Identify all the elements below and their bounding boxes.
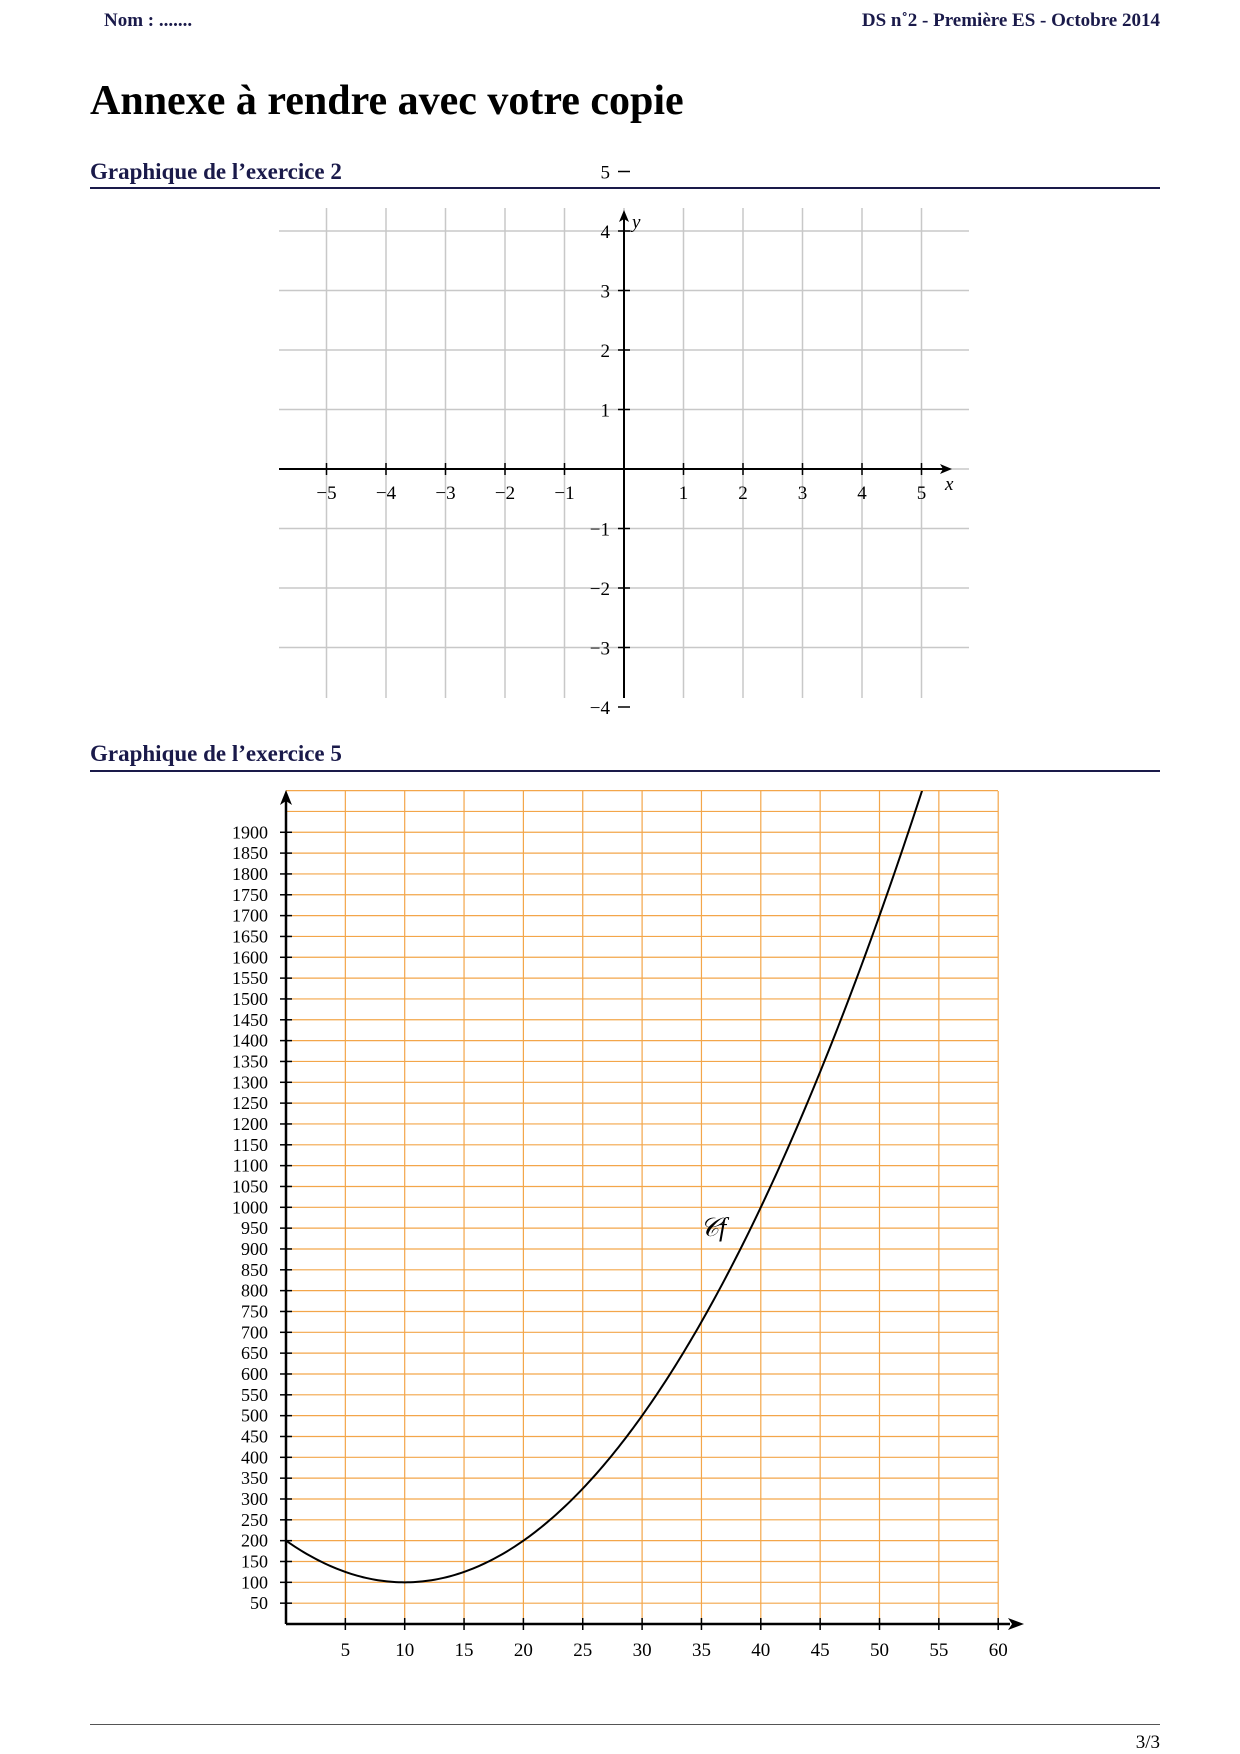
x-tick-label: 4 xyxy=(857,483,867,504)
y-tick-label: −3 xyxy=(589,638,610,660)
y-tick-label: 600 xyxy=(241,1363,268,1384)
y-tick-label: 1250 xyxy=(232,1093,268,1114)
y-tick-label: 550 xyxy=(241,1384,268,1405)
x-tick-label: −4 xyxy=(375,483,397,504)
y-tick-label: 1350 xyxy=(232,1051,268,1072)
y-tick-label: 1450 xyxy=(232,1009,268,1030)
y-tick-label: 250 xyxy=(241,1509,268,1530)
x-tick-label: 1 xyxy=(678,483,689,504)
y-tick-label: 1750 xyxy=(232,884,268,905)
x-tick-label: 35 xyxy=(691,1640,711,1661)
y-tick-label: 1500 xyxy=(232,988,268,1009)
y-tick-label: 750 xyxy=(241,1301,268,1322)
x-tick-label: 5 xyxy=(916,483,927,504)
y-tick-label: 1550 xyxy=(232,968,268,989)
y-tick-label: 1600 xyxy=(232,947,268,968)
y-tick-label: 1200 xyxy=(232,1113,268,1134)
y-tick-label: 1650 xyxy=(232,926,268,947)
y-tick-label: 350 xyxy=(241,1468,268,1489)
y-tick-label: 1100 xyxy=(232,1155,268,1176)
y-tick-label: 400 xyxy=(241,1447,268,1468)
x-tick-label: 30 xyxy=(632,1640,652,1661)
x-tick-label: −5 xyxy=(316,483,337,504)
y-tick-label: 1400 xyxy=(232,1030,268,1051)
x-tick-label: 25 xyxy=(573,1640,593,1661)
curve-cf xyxy=(286,776,927,1583)
x-axis-label: x xyxy=(945,474,954,495)
curve-label: 𝒞f xyxy=(700,1213,727,1242)
y-tick-label: 500 xyxy=(241,1405,268,1426)
y-tick-label: 50 xyxy=(250,1593,268,1614)
x-tick-label: −2 xyxy=(494,483,516,504)
y-tick-label: 150 xyxy=(241,1551,268,1572)
x-tick-label: 10 xyxy=(395,1640,415,1661)
y-tick-label: 650 xyxy=(241,1343,268,1364)
y-tick-label: 700 xyxy=(241,1322,268,1343)
chart-exercise-5 xyxy=(0,760,1240,1660)
y-tick-label: −2 xyxy=(589,579,610,600)
y-tick-label: 1300 xyxy=(232,1072,268,1093)
page-number: 3/3 xyxy=(1135,1732,1160,1753)
y-tick-label: 950 xyxy=(241,1218,268,1239)
x-tick-label: 20 xyxy=(513,1640,533,1661)
x-tick-label: 3 xyxy=(797,483,808,504)
grid-lines xyxy=(286,791,998,1624)
x-tick-label: 2 xyxy=(738,483,748,504)
y-tick-label: 1800 xyxy=(232,863,268,884)
x-tick-label: 15 xyxy=(454,1640,474,1661)
y-tick-label: 300 xyxy=(241,1488,268,1509)
y-tick-label: 1 xyxy=(600,400,610,422)
y-tick-label: 1900 xyxy=(232,822,268,843)
y-tick-label: −1 xyxy=(589,519,610,541)
x-axis-arrow xyxy=(1008,1618,1024,1630)
y-tick-label: 1850 xyxy=(232,843,268,864)
chart-exercise-2 xyxy=(0,0,1240,720)
y-tick-label: 3 xyxy=(600,281,610,303)
y-tick-label: 4 xyxy=(600,222,610,243)
y-axis-label: y xyxy=(632,212,641,233)
x-tick-label: −3 xyxy=(435,483,456,504)
x-tick-label: 60 xyxy=(988,1640,1008,1661)
y-tick-label: 1150 xyxy=(232,1134,268,1155)
y-tick-label: 200 xyxy=(241,1530,268,1551)
x-tick-label: 55 xyxy=(929,1640,949,1661)
y-tick-label: 5 xyxy=(600,162,610,184)
y-tick-label: −4 xyxy=(589,698,610,719)
section-title-exercise-5: Graphique de l’exercice 5 xyxy=(90,741,342,766)
page-title: Annexe à rendre avec votre copie xyxy=(90,78,684,124)
header-name-field: Nom : ....... xyxy=(104,10,193,31)
y-tick-label: 2 xyxy=(600,341,610,362)
y-tick-label: 800 xyxy=(241,1280,268,1301)
y-tick-label: 1700 xyxy=(232,905,268,926)
x-tick-label: 45 xyxy=(810,1640,830,1661)
y-tick-label: 900 xyxy=(241,1238,268,1259)
footer-rule xyxy=(90,1724,1160,1725)
y-tick-label: 1000 xyxy=(232,1197,268,1218)
y-tick-label: 1050 xyxy=(232,1176,268,1197)
y-tick-label: 100 xyxy=(241,1572,268,1593)
x-tick-label: −1 xyxy=(554,483,575,504)
x-tick-label: 50 xyxy=(870,1640,889,1661)
y-tick-label: 850 xyxy=(241,1259,268,1280)
x-tick-label: 40 xyxy=(751,1640,771,1661)
y-tick-label: 450 xyxy=(241,1426,268,1447)
x-tick-label: 5 xyxy=(340,1640,351,1661)
section-title-exercise-2: Graphique de l’exercice 2 xyxy=(90,159,342,184)
header-exam-info: DS n˚2 - Première ES - Octobre 2014 xyxy=(861,10,1160,31)
